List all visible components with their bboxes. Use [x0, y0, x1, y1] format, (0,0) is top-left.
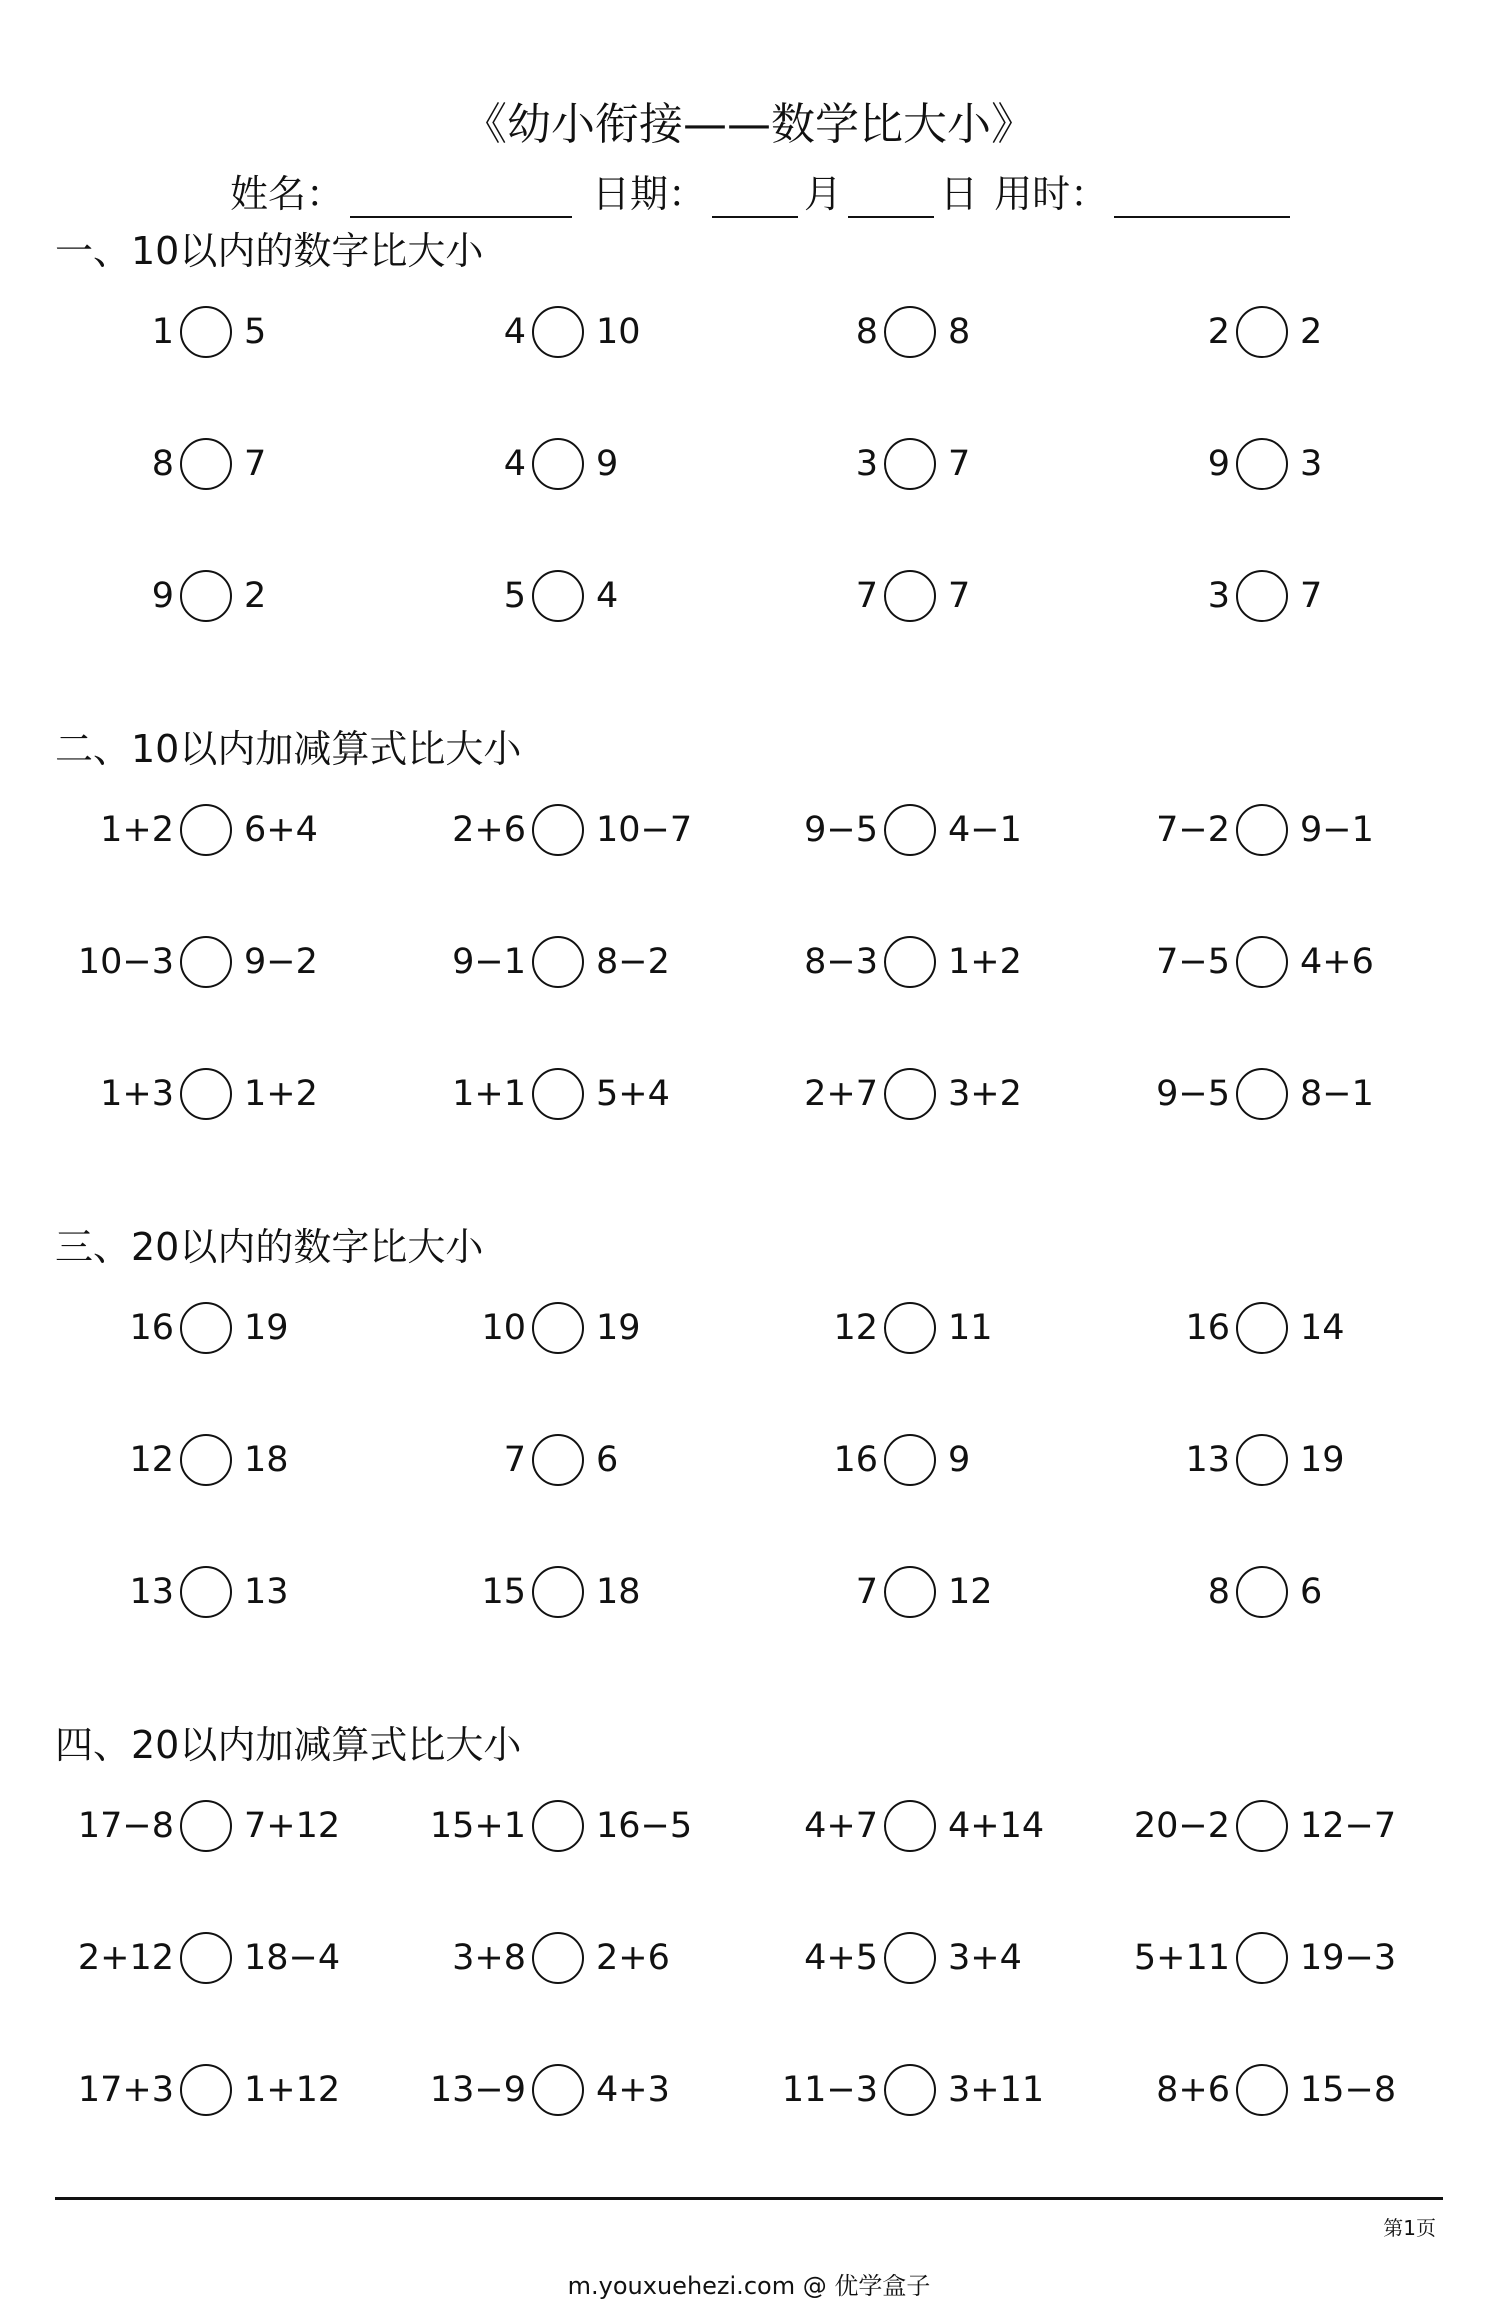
comparison-problem	[758, 1302, 1078, 1362]
comparison-problem	[54, 1566, 374, 1626]
answer-circle[interactable]	[180, 1800, 232, 1852]
left-expression: 1	[151, 312, 174, 352]
left-expression: 11−3	[781, 2070, 878, 2110]
right-expression: 14	[1300, 1308, 1345, 1348]
answer-circle[interactable]	[884, 438, 936, 490]
right-expression: 6	[596, 1440, 619, 1480]
left-expression: 4+7	[804, 1806, 878, 1846]
answer-circle[interactable]	[180, 936, 232, 988]
left-expression: 2+12	[77, 1938, 174, 1978]
problem-row	[0, 306, 1498, 366]
problem-row	[0, 1566, 1498, 1626]
answer-circle[interactable]	[884, 1566, 936, 1618]
right-expression: 9	[596, 444, 619, 484]
answer-circle[interactable]	[180, 1302, 232, 1354]
answer-circle[interactable]	[1236, 936, 1288, 988]
answer-circle[interactable]	[180, 438, 232, 490]
answer-circle[interactable]	[1236, 1800, 1288, 1852]
answer-circle[interactable]	[884, 1434, 936, 1486]
right-expression: 9	[948, 1440, 971, 1480]
left-expression: 9	[151, 576, 174, 616]
answer-circle[interactable]	[884, 1068, 936, 1120]
answer-circle[interactable]	[1236, 1932, 1288, 1984]
problem-row	[0, 438, 1498, 498]
left-expression: 1+1	[452, 1074, 526, 1114]
month-blank[interactable]	[712, 172, 798, 218]
comparison-problem	[758, 438, 1078, 498]
comparison-problem	[54, 2064, 374, 2124]
left-expression: 1+2	[100, 810, 174, 850]
answer-circle[interactable]	[180, 1068, 232, 1120]
right-expression: 11	[948, 1308, 993, 1348]
left-expression: 7	[855, 576, 878, 616]
right-expression: 9−2	[244, 942, 318, 982]
answer-circle[interactable]	[1236, 306, 1288, 358]
left-expression: 8	[151, 444, 174, 484]
left-expression: 4	[503, 312, 526, 352]
left-expression: 8−3	[804, 942, 878, 982]
comparison-problem	[1110, 1068, 1430, 1128]
answer-circle[interactable]	[532, 1434, 584, 1486]
left-expression: 16	[129, 1308, 174, 1348]
right-expression: 10	[596, 312, 641, 352]
left-expression: 15+1	[429, 1806, 526, 1846]
answer-circle[interactable]	[532, 570, 584, 622]
answer-circle[interactable]	[180, 2064, 232, 2116]
answer-circle[interactable]	[884, 1800, 936, 1852]
right-expression: 3+4	[948, 1938, 1022, 1978]
left-expression: 3	[855, 444, 878, 484]
comparison-problem	[54, 936, 374, 996]
answer-circle[interactable]	[532, 2064, 584, 2116]
right-expression: 2	[244, 576, 267, 616]
page-title: 《幼小衔接——数学比大小》	[463, 99, 1035, 150]
answer-circle[interactable]	[1236, 1068, 1288, 1120]
right-expression: 18−4	[244, 1938, 341, 1978]
right-expression: 19	[1300, 1440, 1345, 1480]
comparison-problem	[758, 570, 1078, 630]
answer-circle[interactable]	[884, 1302, 936, 1354]
answer-circle[interactable]	[1236, 1302, 1288, 1354]
answer-circle[interactable]	[532, 1800, 584, 1852]
right-expression: 3+2	[948, 1074, 1022, 1114]
right-expression: 6	[1300, 1572, 1323, 1612]
comparison-problem	[406, 2064, 726, 2124]
left-expression: 7	[503, 1440, 526, 1480]
answer-circle[interactable]	[1236, 570, 1288, 622]
answer-circle[interactable]	[884, 2064, 936, 2116]
right-expression: 7	[1300, 576, 1323, 616]
comparison-problem	[758, 306, 1078, 366]
section-1	[0, 220, 1498, 720]
section-title: 三、20以内的数字比大小	[55, 1225, 484, 1269]
student-info-line	[230, 162, 1296, 218]
left-expression: 8	[1207, 1572, 1230, 1612]
answer-circle[interactable]	[180, 1434, 232, 1486]
left-expression: 16	[1185, 1308, 1230, 1348]
comparison-problem	[54, 1434, 374, 1494]
section-3	[0, 1216, 1498, 1716]
name-label: 姓名：	[230, 172, 345, 216]
page-number: 第1页	[1383, 2216, 1436, 2240]
comparison-problem	[406, 1302, 726, 1362]
section-title: 二、10以内加减算式比大小	[55, 727, 522, 771]
right-expression: 13	[244, 1572, 289, 1612]
date-label: 日期：	[592, 172, 707, 216]
problem-row	[0, 936, 1498, 996]
answer-circle[interactable]	[1236, 1434, 1288, 1486]
left-expression: 13	[1185, 1440, 1230, 1480]
left-expression: 1+3	[100, 1074, 174, 1114]
right-expression: 5+4	[596, 1074, 670, 1114]
answer-circle[interactable]	[1236, 1566, 1288, 1618]
comparison-problem	[1110, 570, 1430, 630]
name-blank[interactable]	[350, 172, 572, 218]
right-expression: 5	[244, 312, 267, 352]
right-expression: 4+14	[948, 1806, 1045, 1846]
problem-row	[0, 1800, 1498, 1860]
right-expression: 4	[596, 576, 619, 616]
comparison-problem	[1110, 438, 1430, 498]
right-expression: 12	[948, 1572, 993, 1612]
left-expression: 8	[855, 312, 878, 352]
problem-row	[0, 570, 1498, 630]
day-blank[interactable]	[848, 172, 934, 218]
right-expression: 18	[244, 1440, 289, 1480]
answer-circle[interactable]	[1236, 438, 1288, 490]
answer-circle[interactable]	[532, 804, 584, 856]
answer-circle[interactable]	[884, 306, 936, 358]
left-expression: 9	[1207, 444, 1230, 484]
right-expression: 2	[1300, 312, 1323, 352]
problem-row	[0, 1932, 1498, 1992]
section-title: 四、20以内加减算式比大小	[55, 1723, 522, 1767]
comparison-problem	[1110, 804, 1430, 864]
comparison-problem	[54, 438, 374, 498]
right-expression: 8	[948, 312, 971, 352]
problem-row	[0, 1068, 1498, 1128]
left-expression: 3+8	[452, 1938, 526, 1978]
right-expression: 4+6	[1300, 942, 1374, 982]
section-title: 一、10以内的数字比大小	[55, 229, 484, 273]
comparison-problem	[1110, 2064, 1430, 2124]
comparison-problem	[406, 1434, 726, 1494]
right-expression: 9−1	[1300, 810, 1374, 850]
right-expression: 3+11	[948, 2070, 1045, 2110]
day-label: 日	[940, 172, 979, 216]
problem-row	[0, 1302, 1498, 1362]
comparison-problem	[1110, 1434, 1430, 1494]
right-expression: 19	[596, 1308, 641, 1348]
problem-row	[0, 2064, 1498, 2124]
answer-circle[interactable]	[180, 306, 232, 358]
left-expression: 9−5	[1156, 1074, 1230, 1114]
time-blank[interactable]	[1114, 172, 1290, 218]
right-expression: 12−7	[1300, 1806, 1397, 1846]
left-expression: 12	[833, 1308, 878, 1348]
left-expression: 13	[129, 1572, 174, 1612]
answer-circle[interactable]	[532, 438, 584, 490]
left-expression: 17−8	[77, 1806, 174, 1846]
answer-circle[interactable]	[532, 306, 584, 358]
answer-circle[interactable]	[532, 936, 584, 988]
comparison-problem	[54, 1302, 374, 1362]
answer-circle[interactable]	[180, 1932, 232, 1984]
comparison-problem	[54, 306, 374, 366]
right-expression: 1+12	[244, 2070, 341, 2110]
left-expression: 7	[855, 1572, 878, 1612]
left-expression: 2+7	[804, 1074, 878, 1114]
comparison-problem	[406, 936, 726, 996]
left-expression: 5	[503, 576, 526, 616]
comparison-problem	[406, 306, 726, 366]
answer-circle[interactable]	[532, 1302, 584, 1354]
comparison-problem	[1110, 1800, 1430, 1860]
right-expression: 16−5	[596, 1806, 693, 1846]
right-expression: 8−2	[596, 942, 670, 982]
right-expression: 19−3	[1300, 1938, 1397, 1978]
footer-divider	[55, 2197, 1443, 2200]
right-expression: 1+2	[948, 942, 1022, 982]
left-expression: 16	[833, 1440, 878, 1480]
left-expression: 9−5	[804, 810, 878, 850]
comparison-problem	[758, 936, 1078, 996]
left-expression: 17+3	[77, 2070, 174, 2110]
left-expression: 8+6	[1156, 2070, 1230, 2110]
right-expression: 7	[244, 444, 267, 484]
comparison-problem	[406, 1068, 726, 1128]
answer-circle[interactable]	[532, 1566, 584, 1618]
right-expression: 1+2	[244, 1074, 318, 1114]
right-expression: 2+6	[596, 1938, 670, 1978]
left-expression: 3	[1207, 576, 1230, 616]
comparison-problem	[54, 570, 374, 630]
comparison-problem	[406, 1566, 726, 1626]
footer-site: m.youxuehezi.com @ 优学盒子	[567, 2272, 931, 2300]
comparison-problem	[758, 804, 1078, 864]
comparison-problem	[1110, 1566, 1430, 1626]
month-label: 月	[804, 172, 843, 216]
comparison-problem	[406, 804, 726, 864]
left-expression: 15	[481, 1572, 526, 1612]
left-expression: 12	[129, 1440, 174, 1480]
comparison-problem	[54, 1068, 374, 1128]
answer-circle[interactable]	[1236, 804, 1288, 856]
comparison-problem	[406, 1800, 726, 1860]
left-expression: 9−1	[452, 942, 526, 982]
answer-circle[interactable]	[1236, 2064, 1288, 2116]
right-expression: 7+12	[244, 1806, 341, 1846]
answer-circle[interactable]	[180, 570, 232, 622]
right-expression: 3	[1300, 444, 1323, 484]
comparison-problem	[1110, 936, 1430, 996]
left-expression: 2+6	[452, 810, 526, 850]
left-expression: 7−2	[1156, 810, 1230, 850]
right-expression: 10−7	[596, 810, 693, 850]
comparison-problem	[1110, 1932, 1430, 1992]
right-expression: 8−1	[1300, 1074, 1374, 1114]
comparison-problem	[758, 1566, 1078, 1626]
left-expression: 7−5	[1156, 942, 1230, 982]
time-label: 用时：	[994, 172, 1109, 216]
comparison-problem	[54, 1932, 374, 1992]
comparison-problem	[54, 804, 374, 864]
left-expression: 13−9	[429, 2070, 526, 2110]
answer-circle[interactable]	[884, 1932, 936, 1984]
right-expression: 7	[948, 576, 971, 616]
left-expression: 5+11	[1133, 1938, 1230, 1978]
section-4	[0, 1714, 1498, 2214]
right-expression: 7	[948, 444, 971, 484]
comparison-problem	[758, 1800, 1078, 1860]
comparison-problem	[758, 1434, 1078, 1494]
comparison-problem	[758, 2064, 1078, 2124]
comparison-problem	[406, 438, 726, 498]
problem-row	[0, 804, 1498, 864]
answer-circle[interactable]	[532, 1068, 584, 1120]
right-expression: 4−1	[948, 810, 1022, 850]
left-expression: 4	[503, 444, 526, 484]
left-expression: 2	[1207, 312, 1230, 352]
comparison-problem	[1110, 306, 1430, 366]
answer-circle[interactable]	[180, 804, 232, 856]
right-expression: 15−8	[1300, 2070, 1397, 2110]
section-2	[0, 718, 1498, 1218]
left-expression: 10	[481, 1308, 526, 1348]
answer-circle[interactable]	[532, 1932, 584, 1984]
answer-circle[interactable]	[180, 1566, 232, 1618]
left-expression: 20−2	[1133, 1806, 1230, 1846]
left-expression: 10−3	[77, 942, 174, 982]
left-expression: 4+5	[804, 1938, 878, 1978]
comparison-problem	[1110, 1302, 1430, 1362]
comparison-problem	[406, 1932, 726, 1992]
comparison-problem	[54, 1800, 374, 1860]
comparison-problem	[406, 570, 726, 630]
comparison-problem	[758, 1068, 1078, 1128]
answer-circle[interactable]	[884, 570, 936, 622]
answer-circle[interactable]	[884, 936, 936, 988]
right-expression: 4+3	[596, 2070, 670, 2110]
right-expression: 19	[244, 1308, 289, 1348]
comparison-problem	[758, 1932, 1078, 1992]
right-expression: 6+4	[244, 810, 318, 850]
problem-row	[0, 1434, 1498, 1494]
right-expression: 18	[596, 1572, 641, 1612]
answer-circle[interactable]	[884, 804, 936, 856]
